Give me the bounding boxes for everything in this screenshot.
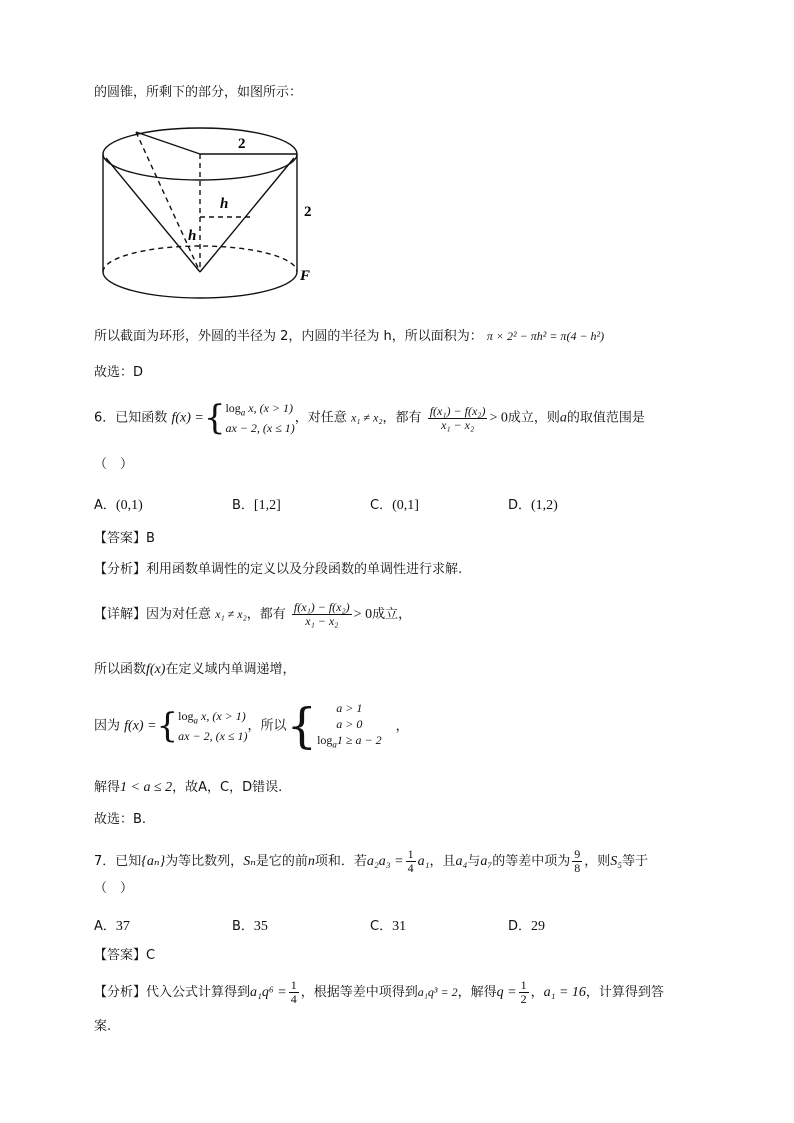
top-chord xyxy=(136,132,200,154)
cylinder-cone-figure xyxy=(96,120,326,310)
label-point-f: F xyxy=(300,268,311,284)
label-h-horizontal: h xyxy=(220,196,229,212)
q6-choice: 故选：B. xyxy=(94,812,147,827)
q6-option-c: C．(0,1] xyxy=(370,498,419,513)
label-height: 2 xyxy=(304,204,312,220)
q6-piecewise: $\log_a x$, (x > 1) ax − 2, (x ≤ 1) xyxy=(225,401,295,436)
cone-right-edge xyxy=(200,158,294,272)
q7-option-c: C．31 xyxy=(370,919,407,934)
cone-left-edge xyxy=(106,158,200,272)
back-slant-dashed xyxy=(136,132,200,272)
intro-line: 的圆锥，所剩下的部分，如图所示： xyxy=(94,85,303,100)
q6-number: 6． xyxy=(94,410,116,426)
q7-paren: （ ） xyxy=(94,881,134,896)
q6-detail-3: 因为 f(x) ={ $\log_a x$, (x > 1) ax − 2, (x ≤ 1) ，所以{ a > 1 a > 0 $\log_a1 \ge a - 2$ ， xyxy=(94,698,409,755)
q7-option-d: D．29 xyxy=(508,919,546,934)
q7-stem: 7．已知{aₙ}为等比数列，Sₙ是它的前n项和．若a₂a₃ = $\frac{1}{4}$ a₁，且a₄与a₇的等差中项为 $\frac{9}{8}$ ，则S₅等于 xyxy=(94,846,649,875)
q6-analysis: 【分析】利用函数单调性的定义以及分段函数的单调性进行求解. xyxy=(94,562,463,577)
q6-option-b: B．[1,2] xyxy=(232,498,281,513)
q7-option-b: B．35 xyxy=(232,919,268,934)
q6-answer: 【答案】B xyxy=(94,531,155,546)
q7-analysis-cont: 案. xyxy=(94,1019,112,1034)
q6-detail-1: 【详解】因为对任意 x₁ ≠ x₂，都有 $\frac{\text{f(x₁) − f(x₂)}}{\text{x₁ − x₂}}$ > 0成立， xyxy=(94,599,412,628)
q6-detail-2: 所以函数f(x)在定义域内单调递增， xyxy=(94,662,296,677)
label-radius: 2 xyxy=(238,136,246,152)
q6-stem: 6．已知函数 f(x) ={ $\log_a x$, (x > 1) ax − 2, (x ≤ 1) ，对任意 x₁ ≠ x₂，都有 $\frac{\text{f(x₁) − f(x₂)}}{\text{x₁ − x₂}}$ > 0成立，则a的取值范围是 xyxy=(94,398,645,439)
q7-option-a: A．37 xyxy=(94,919,130,934)
q6-difference-quotient: $\frac{\text{f(x₁) − f(x₂)}}{\text{x₁ − x₂}}$ xyxy=(429,403,486,432)
q7-analysis: 【分析】代入公式计算得到a₁q⁶ = $\frac{1}{4}$ ，根据等差中项得到a₁q³ = 2，解得q = $\frac{1}{2}$ ，a₁ = 16，计算得到答 xyxy=(94,977,664,1006)
q6-solve: 解得1 < a ≤ 2，故A，C，D错误. xyxy=(94,780,283,795)
q6-option-d: D．(1,2) xyxy=(508,498,558,513)
bottom-front-arc xyxy=(103,272,297,298)
prev-choice: 故选：D xyxy=(94,365,144,380)
label-h-slant: h xyxy=(188,228,197,244)
q6-func-name: f(x) = xyxy=(171,410,204,426)
cross-section-line: 所以截面为环形，外圆的半径为 2，内圆的半径为 h，所以面积为： π × 2² − πh² = π(4 − h²) xyxy=(94,329,605,344)
bottom-back-arc xyxy=(103,246,297,272)
q6-inequality-system: a > 1 a > 0 $\log_a1 \ge a - 2$ xyxy=(317,701,382,750)
q6-option-a: A．(0,1) xyxy=(94,498,143,513)
area-formula: π × 2² − πh² = π(4 − h²) xyxy=(486,329,605,343)
q6-paren: （ ） xyxy=(94,457,134,472)
q7-answer: 【答案】C xyxy=(94,948,156,963)
